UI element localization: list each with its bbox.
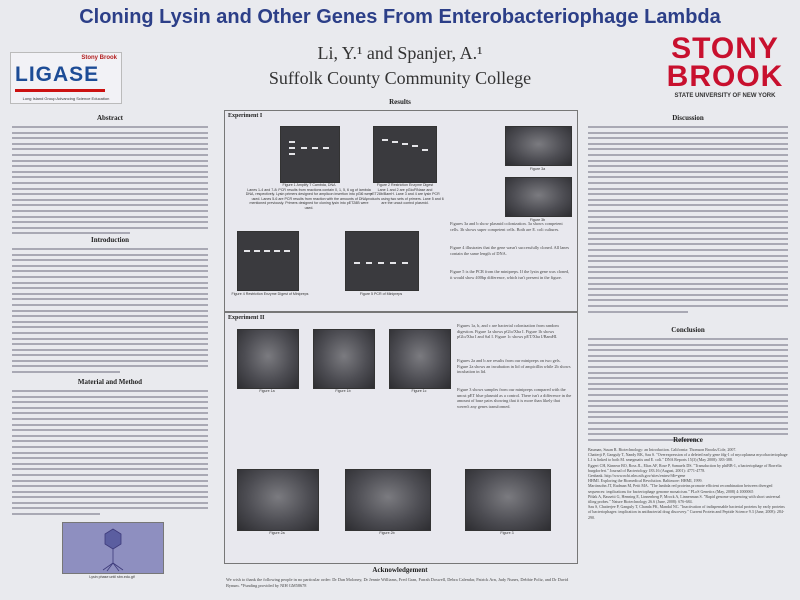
materials-body <box>12 390 208 519</box>
figure1c-label: Figure 1c <box>411 389 427 393</box>
results-heading: Results <box>389 98 411 106</box>
figure1b-photo <box>313 329 375 389</box>
figure5-label: Figure 5 PCR of Minipreps <box>359 292 403 296</box>
reference-list <box>588 447 788 520</box>
conclusion-body <box>588 338 788 444</box>
figure1a-label: Figure 1a <box>259 389 275 393</box>
reference-item: HHMI. Exploring the Biomedical Revolution. Baltimore: HHMI, 1999. <box>588 478 703 484</box>
figure2b-photo <box>345 469 431 531</box>
acknowledgement-body: We wish to thank the following people in no particular order: Dr Dan Moloney, Dr Jennie Williams, Fred Gran, Farrah Doswell, Debra Calendar, Patrick Arn, Judy Nunes, Debbie Poliz, and Dr David Bynum. *Funding provided by NIH GM58678 <box>226 577 569 588</box>
figure3-note: Figures 3a and b show plasmid colonization. 3a shows competent cells. 3b shows super competent cells. Both are E. coli cultures. <box>450 221 563 232</box>
figure2-gel <box>373 126 437 183</box>
figure4-note: Figure 4 illustrates that the gene wasn't successfully cloned. All lanes contain the same length of DNA. <box>450 245 570 256</box>
ligase-logo-bar <box>15 89 105 92</box>
reference-item: Sau S, Chatterjee P, Ganguly T, Chanda PK, Mandal NC. "Inactivation of indispensable bacterial proteins by early proteins of bacteriophages: implication in antibacterial drug discovery." Current Protein and Peptide Science 9.3 (June, 2008): 284-290. <box>588 504 785 520</box>
phage-image-credit: Lysin phase until sbn.edu.gif <box>89 575 135 579</box>
stony-brook-logo-word2: BROOK <box>666 60 784 93</box>
abstract-heading: Abstract <box>96 114 124 122</box>
figure3-photo <box>465 469 551 531</box>
experiment2-note1: Figures 1a, b, and c are bacterial colonization from random digestion. Figure 1a shows pGlo/Xba I. Figure 1b shows pGlo/Xba I and Sal I. Figure 1c shows pET/Xba I/BamHI. <box>457 323 559 340</box>
ligase-logo-stony: Stony Brook <box>81 55 117 61</box>
figure4-gel <box>237 231 299 291</box>
phage-image <box>62 522 164 574</box>
introduction-body <box>12 248 208 377</box>
figure3a-photo <box>505 126 572 166</box>
figure5-gel <box>345 231 419 291</box>
poster-college: Suffolk County Community College <box>268 68 532 88</box>
poster-authors: Li, Y.¹ and Spanjer, A.¹ <box>317 43 483 63</box>
introduction-heading: Introduction <box>91 236 129 244</box>
experiment2-panel <box>224 312 578 564</box>
ligase-logo <box>10 52 122 104</box>
reference-heading: Reference <box>673 436 703 444</box>
acknowledgement-heading: Acknowledgement <box>372 566 428 574</box>
stony-brook-logo <box>660 32 790 105</box>
experiment2-note2: Figures 2a and b are results from our minipreps on two gels. Figure 2a shows an incubation in lid of ampicillin while 2b shows incubation in lid. <box>457 358 571 375</box>
figure5-note: Figure 5 is the PCR from the minipreps. If the lysin gene was cloned, it would show 400bp difference, which isn't present in the figure. <box>450 269 570 280</box>
experiment1-panel <box>224 110 578 312</box>
experiment1-heading: Experiment I <box>228 113 263 119</box>
reference-item: Chatterji P, Ganguly T, Nandy RK, Sau S. "Overexpression of a deleted early gene fdg-1 of mycoplasma mycobacteriophage L1 is linked to both M. smegmatis and E. coli." DNA Reports 15(3) (May 2008): 383-388. <box>588 452 788 463</box>
reference-item: Martinsohn JT, Radman M, Petit MA. "The lambda red proteins promote efficient recombination between diverged sequences: implications for bacteriophage genome mosaicism." PLoS Genetics (May, 2008) 4:1000065 <box>588 483 773 494</box>
ligase-logo-word: LIGASE <box>15 63 100 86</box>
materials-heading: Material and Method <box>77 378 143 386</box>
figure2-caption: Lane 1 and 2 are pGlo/RNase and pET28b/BamH. Lane 3 and 4 are lysin PCR products using two sets of primers. Lane 5 and 6 are the uncut control plasmid. <box>366 188 444 206</box>
conclusion-heading: Conclusion <box>671 326 705 334</box>
abstract-body <box>12 126 208 238</box>
discussion-body <box>588 126 788 316</box>
experiment2-heading: Experiment II <box>228 315 265 321</box>
figure2b-label: Figure 2b <box>379 531 395 535</box>
figure2a-label: Figure 2a <box>269 531 285 535</box>
figure4-label: Figure 4 Restriction Enzyme Digest of Minipreps <box>231 292 309 296</box>
poster-title: Cloning Lysin and Other Genes From Enterobacteriophage Lambda <box>79 6 721 28</box>
figure1c-photo <box>389 329 451 389</box>
figure2-label: Figure 2 Restriction Enzyme Digest <box>376 183 434 187</box>
figure1-label: Figure 1 Amplify T Cambda, DNA <box>282 183 336 187</box>
figure3-label: Figure 3 <box>500 531 514 535</box>
figure3b-label: Figure 3b <box>529 218 546 222</box>
experiment2-note3: Figure 3 shows samples from our minipreps compared with the uncut pET blue plasmid as a control. There isn't a difference in the amount of base pairs showing that it is more than likely that weren't any genes transformed. <box>457 387 572 409</box>
discussion-heading: Discussion <box>672 114 704 122</box>
figure3b-photo <box>505 177 572 217</box>
figure1-caption: Lanes 1-4 and 7-8: PCR results from reactions contain 0, 1, 5, 6 ug of lambda DNA, respectively. Lysin primers designed for amplicon insertion into pGl6 were used. Lanes 5-6 are PCR results from reaction with the amounts of DNA mentioned previously. Primers designed for cloning lysin into pET28B were used. <box>245 188 373 210</box>
figure1b-label: Figure 1b <box>335 389 351 393</box>
ligase-logo-subtitle: Long Island Group Advancing Science Education <box>22 96 110 101</box>
reference-item: Eggert CH, Kinnear BO, Ross JL, Elias AF, Rose P, Samuels DS. "Transduction by phiBB-1, a bacteriophage of Borrelia burgdorferi." Journal of Bacteriology 183.16 (August, 2001): 4771-4778. <box>588 462 782 473</box>
figure1-gel <box>280 126 340 183</box>
figure2a-photo <box>237 469 319 531</box>
reference-item: Bauman, Susan R. Biotechnology: an Introduction. California: Thomson Brooks/Cole, 2007. <box>588 447 737 452</box>
stony-brook-logo-word1: STONY <box>671 32 779 65</box>
reference-item: Pfdak A, Bassetti G, Henning E, Linnenberg P, Mrock A, Linnenman S. "Rapid genome sequencing with short universal tiling probes." Nature Biotechnology 26.6 (June, 2008): 676-684. <box>588 493 781 505</box>
figure3a-label: Figure 3a <box>529 167 546 171</box>
stony-brook-logo-subtitle: STATE UNIVERSITY OF NEW YORK <box>674 93 776 99</box>
reference-item: Genbank. http://www.ncbi.nlm.nih.gov/sites/entrez?db=gene <box>588 473 686 479</box>
figure1a-photo <box>237 329 299 389</box>
